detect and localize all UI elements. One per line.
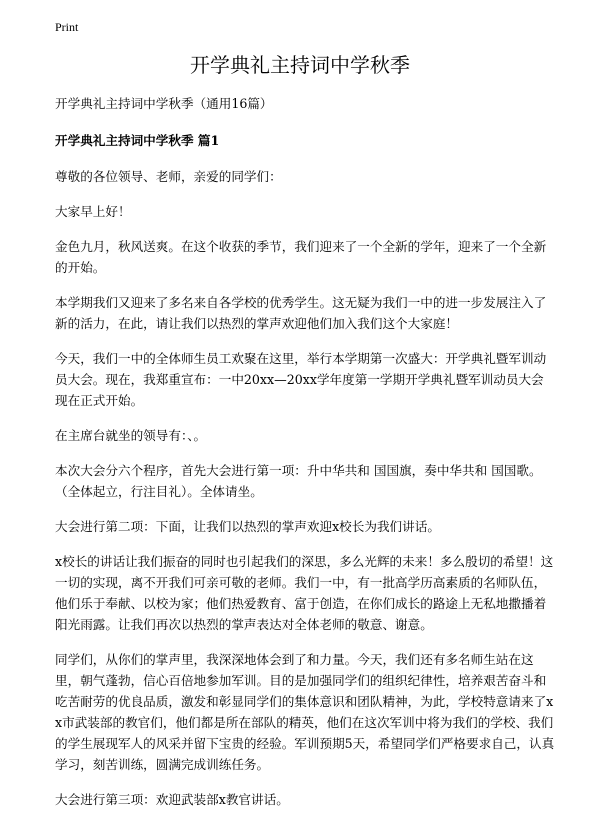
paragraph: 大会进行第三项：欢迎武装部x教官讲话。 [55, 792, 289, 807]
section-heading: 开学典礼主持词中学秋季 篇1 [55, 133, 220, 148]
document-body [55, 93, 555, 824]
paragraph: 本次大会分六个程序，首先大会进行第一项：升中华共和 国国旗，奏中华共和 国国歌。（全体起立，行注目礼）。全体请坐。 [55, 463, 542, 499]
paragraph: 今天，我们一中的全体师生员工欢聚在这里，举行本学期第一次盛大：开学典礼暨军训动员大会。现在，我郑重宣布：一中20xx—20xx学年度第一学期开学典礼暨军训动员大会现在正式开始。 [55, 351, 547, 408]
paragraph: 在主席台就坐的领导有：、。 [55, 428, 207, 443]
paragraph: 大会进行第二项：下面，让我们以热烈的掌声欢迎x校长为我们讲话。 [55, 519, 440, 534]
page-title: 开学典礼主持词中学秋季 [190, 53, 410, 77]
paragraph: 同学们，从你们的掌声里，我深深地体会到了和力量。今天，我们还有多名师生站在这里，朝气蓬勃，信心百倍地参加军训。目的是加强同学们的组织纪律性，培养艰苦奋斗和吃苦耐劳的优良品质，激发和彰显同学们的集体意识和团队精神，为此，学校特意请来了xx市武装部的教官们，他们都是所在部队的精英，他们在这次军训中将为我们的学校、我们的学生展现军人的风采并留下宝贵的经验。军训预期5天，希望同学们严格要求自己，认真学习，刻苦训练，圆满完成训练任务。 [55, 652, 555, 772]
paragraph: x校长的讲话让我们振奋的同时也引起我们的深思，多么光辉的未来！多么殷切的希望！这一切的实现，离不开我们可亲可敬的老师。我们一中，有一批高学历高素质的名师队伍，他们乐于奉献、以校为家；他们热爱教育、富于创造，在你们成长的路途上无私地撒播着阳光雨露。让我们再次以热烈的掌声表达对全体老师的敬意、谢意。 [55, 554, 554, 632]
paragraph-salutation: 尊敬的各位领导、老师，亲爱的同学们： [55, 169, 282, 184]
paragraph: 金色九月，秋风送爽。在这个收获的季节，我们迎来了一个全新的学年，迎来了一个全新的开始。 [55, 239, 547, 275]
paragraph-greeting: 大家早上好！ [55, 204, 131, 219]
paragraph: 本学期我们又迎来了多名来自各学校的优秀学生。这无疑为我们一中的进一步发展注入了新的活力，在此，请让我们以热烈的掌声欢迎他们加入我们这个大家庭！ [55, 295, 547, 331]
document-subtitle: 开学典礼主持词中学秋季（通用16篇） [55, 96, 273, 111]
print-link[interactable]: Print [55, 20, 79, 34]
